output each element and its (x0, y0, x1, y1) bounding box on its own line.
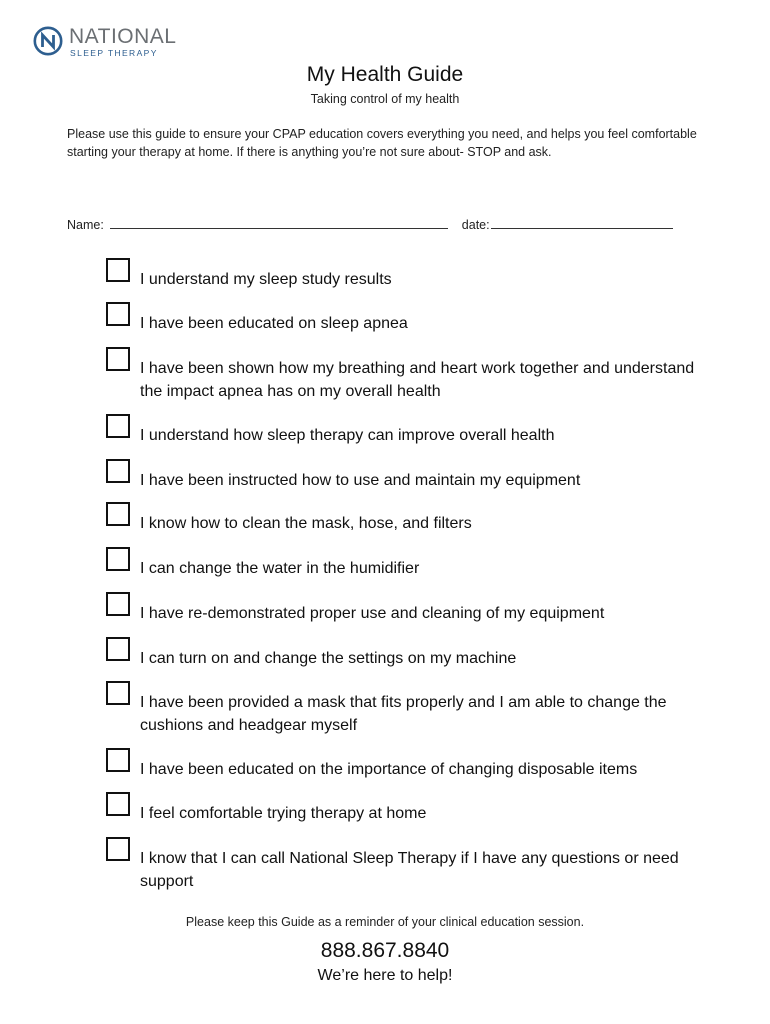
reminder-note: Please keep this Guide as a reminder of your clinical education session. (185, 915, 585, 929)
company-logo (33, 24, 193, 64)
checklist-item-text: I can change the water in the humidifier (140, 560, 420, 577)
checkbox[interactable] (106, 637, 130, 661)
date-label: date: (461, 218, 490, 232)
page-title: My Health Guide (306, 63, 464, 86)
checklist-item-text: I have been instructed how to use and maintain my equipment (140, 472, 581, 489)
checkbox[interactable] (106, 414, 130, 438)
page-subtitle: Taking control of my health (310, 92, 460, 106)
checkbox[interactable] (106, 502, 130, 526)
name-field[interactable] (110, 216, 448, 229)
checkbox[interactable] (106, 837, 130, 861)
checklist-item-text: I have re-demonstrated proper use and cleaning of my equipment (140, 605, 605, 622)
checklist-item-text: I have been provided a mask that fits properly and I am able to change the cushions and headgear myself (140, 694, 667, 734)
checklist-item-text: I have been shown how my breathing and heart work together and understand the impact apnea has on my overall health (140, 360, 695, 400)
intro-paragraph: Please use this guide to ensure your CPAP education covers everything you need, and helps you feel comfortable starting your therapy at home. If there is anything you’re not sure about- STOP and ask. (67, 127, 697, 159)
checkbox[interactable] (106, 302, 130, 326)
phone-number: 888.867.8840 (320, 939, 450, 962)
checkbox[interactable] (106, 792, 130, 816)
national-logo-icon (33, 26, 63, 56)
name-date-row (67, 216, 673, 233)
date-field[interactable] (491, 216, 673, 229)
checklist-item-text: I have been educated on the importance of changing disposable items (140, 761, 638, 778)
checkbox[interactable] (106, 592, 130, 616)
brand-name: NATIONAL (69, 25, 177, 48)
checkbox[interactable] (106, 547, 130, 571)
brand-subtitle: SLEEP THERAPY (70, 48, 158, 58)
checkbox[interactable] (106, 347, 130, 371)
checkbox[interactable] (106, 748, 130, 772)
name-label: Name: (67, 218, 104, 232)
checklist-item-text: I know how to clean the mask, hose, and filters (140, 515, 472, 532)
checkbox[interactable] (106, 459, 130, 483)
checklist-item-text: I understand my sleep study results (140, 271, 392, 288)
checklist-item-text: I know that I can call National Sleep Therapy if I have any questions or need support (140, 850, 679, 890)
checklist-item-text: I have been educated on sleep apnea (140, 315, 408, 332)
checkbox[interactable] (106, 681, 130, 705)
checkbox[interactable] (106, 258, 130, 282)
help-tagline: We’re here to help! (317, 967, 453, 984)
checklist-item-text: I feel comfortable trying therapy at home (140, 805, 427, 822)
checklist-item-text: I understand how sleep therapy can improve overall health (140, 427, 555, 444)
checklist-item-text: I can turn on and change the settings on my machine (140, 650, 517, 667)
